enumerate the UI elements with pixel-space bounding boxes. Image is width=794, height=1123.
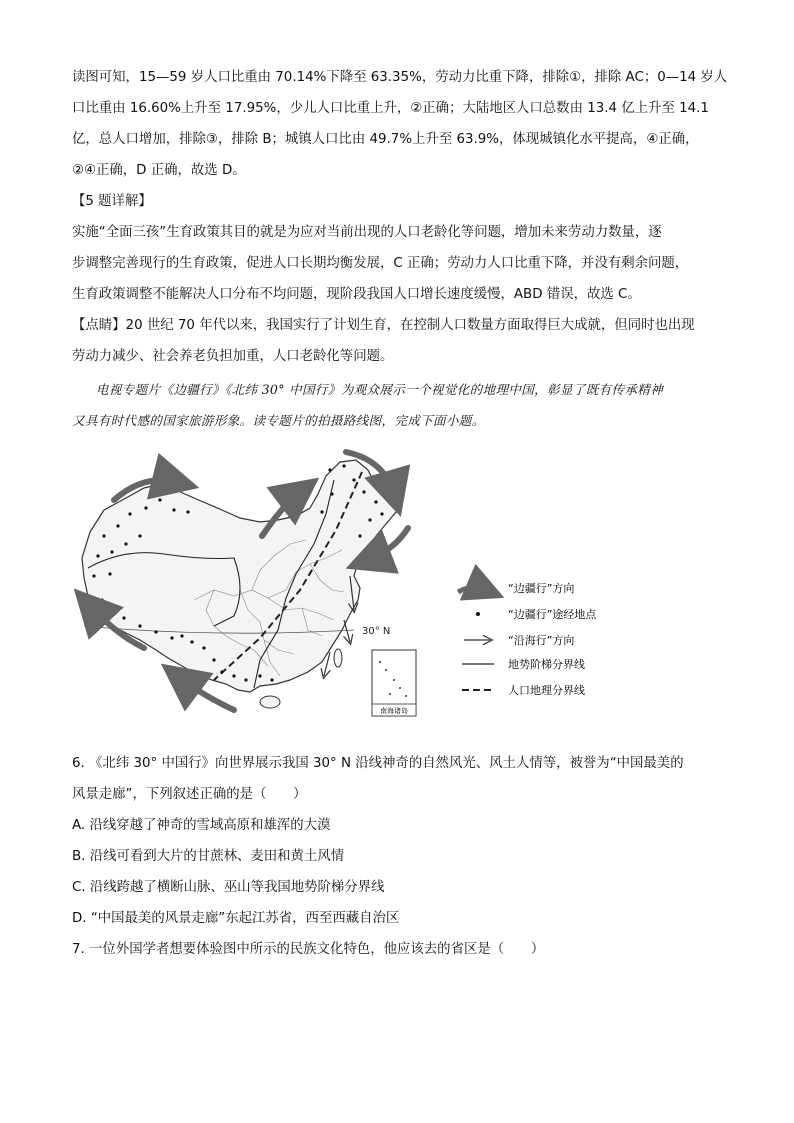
question-6-stem-cont: 风景走廊”，下列叙述正确的是（ ）	[72, 787, 307, 802]
explanation-line: 亿，总人口增加，排除③，排除 B；城镇人口比由 49.7%上升至 63.9%，体现城镇化水平提高，④正确，	[72, 132, 699, 147]
intro-line: 又具有时代感的国家旅游形象。读专题片的拍摄路线图，完成下面小题。	[72, 413, 485, 428]
latitude-label: 30° N	[362, 626, 391, 637]
explanation-line: 读图可知，15—59 岁人口比重由 70.14%下降至 63.35%，劳动力比重下降，排除①，排除 AC；0—14 岁人	[72, 70, 728, 85]
map-legend	[458, 581, 597, 697]
explanation-line: 口比重由 16.60%上升至 17.95%，少儿人口比重上升，②正确；大陆地区人口总数由 13.4 亿上升至 14.1	[72, 101, 709, 116]
legend-label: “沿海行”方向	[508, 634, 575, 647]
explanation-line: ②④正确，D 正确，故选 D。	[72, 163, 246, 178]
taiwan-island	[334, 649, 342, 667]
option-c[interactable]: C. 沿线跨越了横断山脉、巫山等我国地势阶梯分界线	[72, 880, 385, 895]
legend-label: 地势阶梯分界线	[508, 658, 585, 671]
dot-icon	[476, 612, 480, 616]
option-d[interactable]: D. “中国最美的风景走廊”东起江苏省，西至西藏自治区	[72, 911, 400, 926]
china-outline	[82, 460, 404, 692]
explanation-line: 实施“全面三孩”生育政策其目的就是为应对当前出现的人口老龄化等问题，增加未来劳动力数量，逐	[72, 225, 662, 240]
arrow-icon	[458, 587, 486, 592]
explanation-line: 生育政策调整不能解决人口分布不均问题，现阶段我国人口增长速度缓慢，ABD 错误，故选 C。	[72, 287, 641, 302]
option-a[interactable]: A. 沿线穿越了神奇的雪域高原和雄浑的大漠	[72, 818, 331, 833]
legend-label: “边疆行”方向	[508, 582, 575, 595]
section-heading-5: 【5 题详解】	[72, 194, 152, 209]
tip-heading: 【点睛】20 世纪 70 年代以来，我国实行了计划生育，在控制人口数量方面取得巨大成就，但同时也出现	[72, 318, 695, 333]
explanation-line: 步调整完善现行的生育政策，促进人口长期均衡发展，C 正确；劳动力人口比重下降，并没有剩余问题，	[72, 256, 689, 271]
legend-label: 人口地理分界线	[508, 684, 585, 697]
inset-label: 南海诸岛	[380, 707, 408, 715]
question-7-stem: 7. 一位外国学者想要体验图中所示的民族文化特色，他应该去的省区是（ ）	[72, 942, 545, 957]
option-b[interactable]: B. 沿线可看到大片的甘蔗林、麦田和黄土风情	[72, 849, 345, 864]
legend-label: “边疆行”途经地点	[508, 608, 597, 621]
intro-line: 电视专题片《边疆行》《北纬 30° 中国行》为观众展示一个视觉化的地理中国，彰显了既有传承精神	[96, 382, 664, 397]
route-map	[64, 440, 624, 730]
explanation-line: 劳动力减少、社会养老负担加重，人口老龄化等问题。	[72, 349, 394, 364]
hainan-island	[260, 696, 280, 708]
question-6-stem: 6. 《北纬 30° 中国行》向世界展示我国 30° N 沿线神奇的自然风光、风土人情等，被誉为“中国最美的	[72, 756, 684, 771]
